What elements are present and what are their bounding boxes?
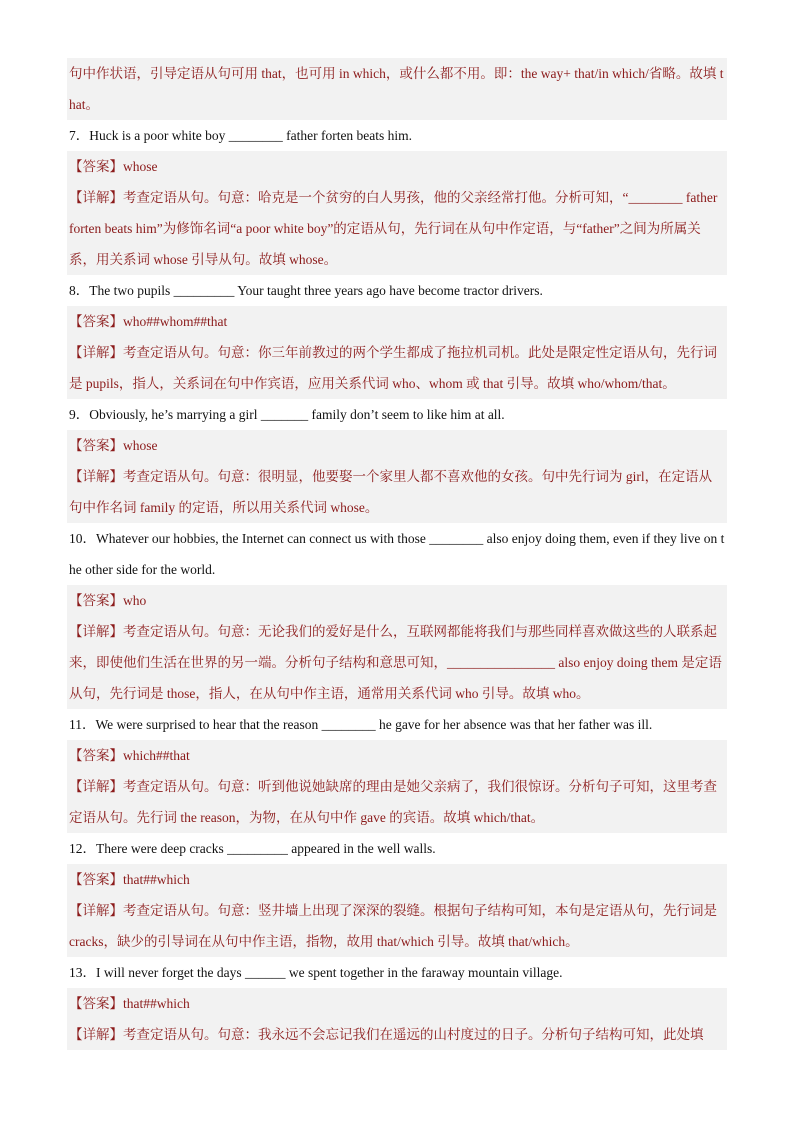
question-text: 12．There were deep cracks _________ appeared in the well walls. bbox=[69, 841, 436, 856]
answer-text: whose bbox=[123, 438, 158, 453]
question-text: 7．Huck is a poor white boy ________ father forten beats him. bbox=[69, 128, 413, 143]
answer-text: who##whom##that bbox=[123, 314, 228, 329]
answer-text: whose bbox=[123, 159, 158, 174]
detail-text: 考查定语从句。句意：听到他说她缺席的理由是她父亲病了，我们很惊讶。分析句子可知，这里考查定语从句。先行词 the reason，为物，在从句中作 gave 的宾语。故填 which/that。 bbox=[69, 779, 717, 825]
detail-block bbox=[67, 337, 727, 399]
detail-label: 【详解】 bbox=[69, 903, 123, 918]
detail-text: 考查定语从句。句意：竖井墙上出现了深深的裂缝。根据句子结构可知，本句是定语从句，先行词是 cracks，缺少的引导词在从句中作主语，指物，故用 that/which 引导。故填 that/which。 bbox=[69, 903, 717, 949]
answer-block bbox=[67, 430, 727, 461]
answer-label: 【答案】 bbox=[69, 438, 123, 453]
detail-block bbox=[67, 58, 727, 120]
detail-label: 【详解】 bbox=[69, 779, 123, 794]
detail-text: 考查定语从句。句意：很明显，他要娶一个家里人都不喜欢他的女孩。句中先行词为 girl，在定语从句中作名词 family 的定语，所以用关系代词 whose。 bbox=[69, 469, 713, 515]
detail-label: 【详解】 bbox=[69, 469, 123, 484]
answer-block bbox=[67, 988, 727, 1019]
detail-block bbox=[67, 1019, 727, 1050]
detail-text: 考查定语从句。句意：哈克是一个贫穷的白人男孩，他的父亲经常打他。分析可知，“________ father forten beats him”为修饰名词“a poor white boy”的定语从句，先行词在从句中作定语，与“father”之间为所属关系，用关系词 whose 引导从句。故填 whose。 bbox=[69, 190, 718, 267]
answer-text: which##that bbox=[123, 748, 190, 763]
detail-label: 【详解】 bbox=[69, 624, 123, 639]
detail-label: 【详解】 bbox=[69, 190, 123, 205]
answer-label: 【答案】 bbox=[69, 872, 123, 887]
detail-block bbox=[67, 616, 727, 709]
answer-text: who bbox=[123, 593, 147, 608]
detail-label: 【详解】 bbox=[69, 345, 123, 360]
answer-block bbox=[67, 864, 727, 895]
answer-label: 【答案】 bbox=[69, 314, 123, 329]
answer-text: that##which bbox=[123, 996, 190, 1011]
answer-label: 【答案】 bbox=[69, 748, 123, 763]
answer-block bbox=[67, 740, 727, 771]
page-content bbox=[67, 58, 727, 1050]
detail-block bbox=[67, 895, 727, 957]
answer-label: 【答案】 bbox=[69, 593, 123, 608]
answer-label: 【答案】 bbox=[69, 159, 123, 174]
answer-block bbox=[67, 151, 727, 182]
detail-text: 考查定语从句。句意：你三年前教过的两个学生都成了拖拉机司机。此处是限定性定语从句，先行词是 pupils，指人，关系词在句中作宾语，应用关系代词 who、whom 或 that 引导。故填 who/whom/that。 bbox=[69, 345, 717, 391]
question-text: 10．Whatever our hobbies, the Internet can connect us with those ________ also enjoy doing them, even if they live on the other side for the world. bbox=[69, 531, 725, 577]
detail-block bbox=[67, 771, 727, 833]
question-text: 13．I will never forget the days ______ we spent together in the faraway mountain village. bbox=[69, 965, 563, 980]
answer-block bbox=[67, 585, 727, 616]
detail-text: 考查定语从句。句意：无论我们的爱好是什么，互联网都能将我们与那些同样喜欢做这些的人联系起来，即使他们生活在世界的另一端。分析句子结构和意思可知，________________ also enjoy doing them 是定语从句，先行词是 those，指人，在从句中作主语，通常用关系代词 who 引导。故填 who。 bbox=[69, 624, 722, 701]
detail-block bbox=[67, 182, 727, 275]
detail-label: 【详解】 bbox=[69, 1027, 123, 1042]
answer-label: 【答案】 bbox=[69, 996, 123, 1011]
question-text: 11．We were surprised to hear that the reason ________ he gave for her absence was that her father was ill. bbox=[69, 717, 653, 732]
detail-text: 考查定语从句。句意：我永远不会忘记我们在遥远的山村度过的日子。分析句子结构可知，此处填 bbox=[123, 1027, 704, 1042]
question-text: 9．Obviously, he’s marrying a girl _______ family don’t seem to like him at all. bbox=[69, 407, 505, 422]
answer-text: that##which bbox=[123, 872, 190, 887]
detail-text: 句中作状语，引导定语从句可用 that，也可用 in which，或什么都不用。即：the way+ that/in which/省略。故填 that。 bbox=[69, 66, 724, 112]
question-text: 8．The two pupils _________ Your taught three years ago have become tractor drivers. bbox=[69, 283, 543, 298]
answer-block bbox=[67, 306, 727, 337]
detail-block bbox=[67, 461, 727, 523]
